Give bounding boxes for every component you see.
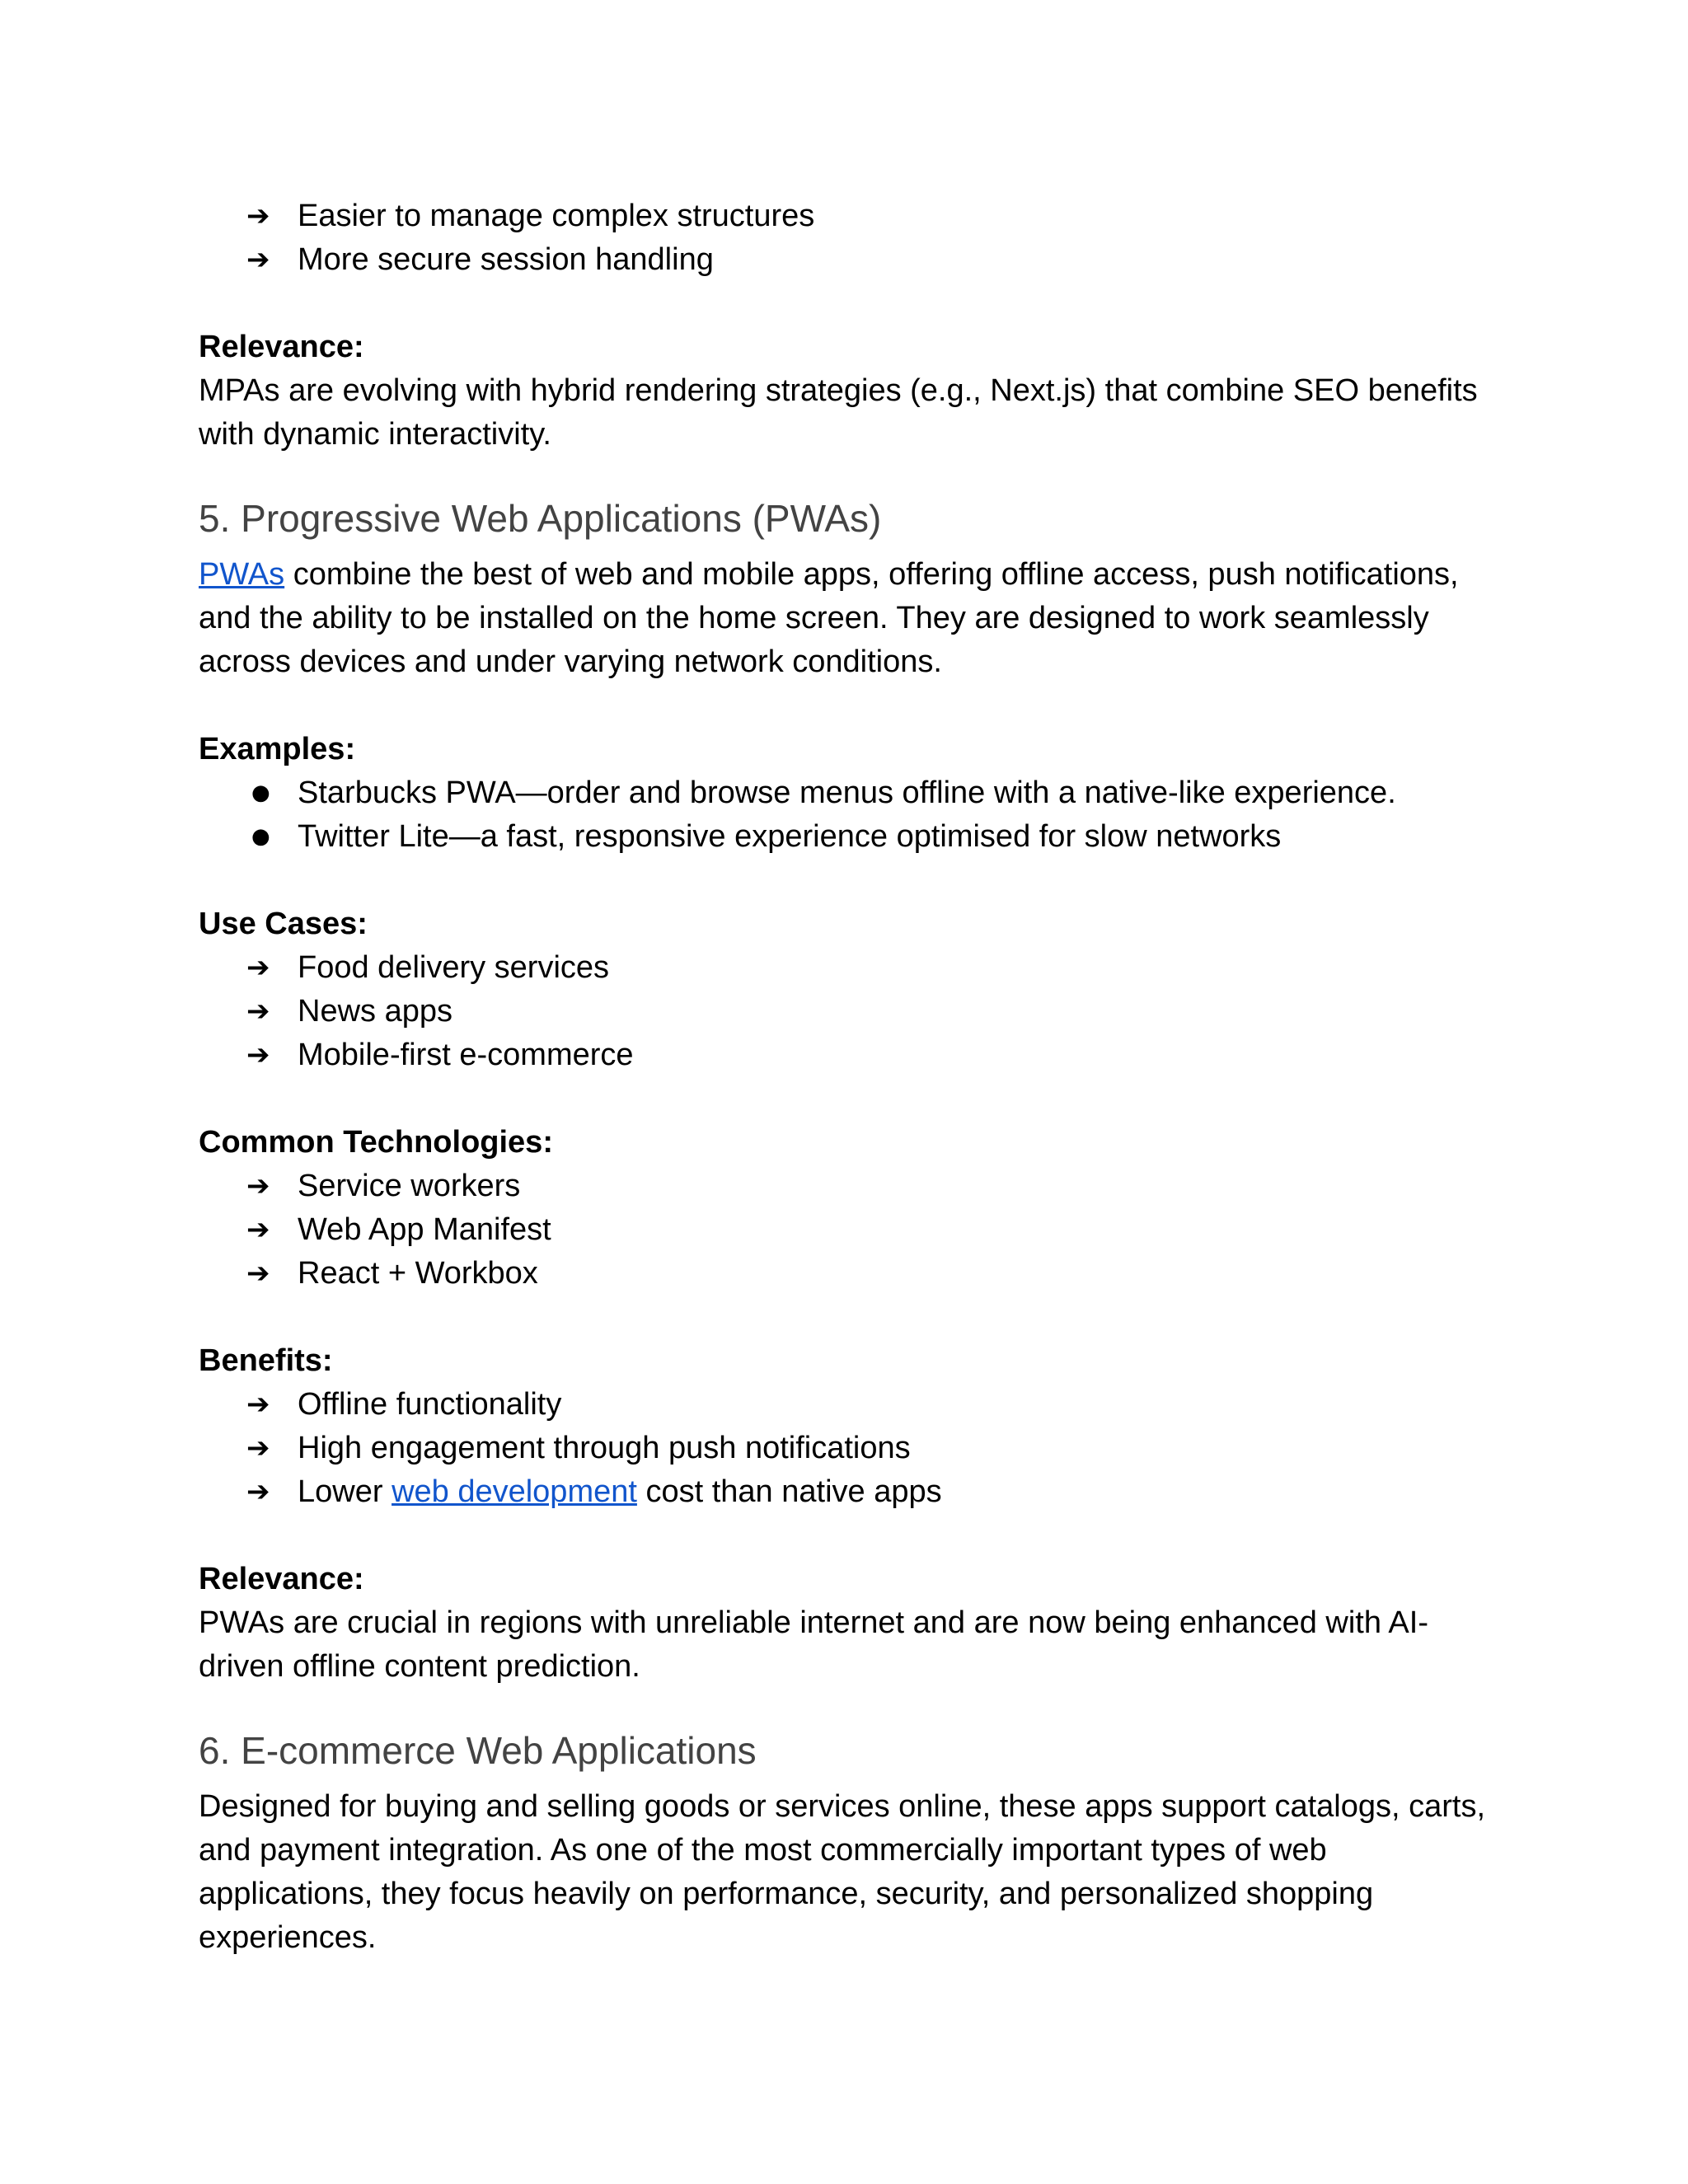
spacer — [199, 859, 1509, 902]
arrow-icon: ➔ — [246, 243, 270, 276]
section-5-intro-text: combine the best of web and mobile apps, offering offline access, push notifications, and the ability to be installed on the home screen. They are designed to work seamlessly across devices and under varying network conditions. — [199, 557, 1459, 679]
document-content — [199, 194, 1509, 1960]
list-item — [199, 946, 1509, 990]
spacer — [199, 457, 1509, 494]
arrow-icon: ➔ — [246, 1475, 270, 1508]
technologies-list — [199, 1165, 1509, 1296]
list-item-text-after-link: cost than native apps — [636, 1474, 942, 1509]
arrow-icon: ➔ — [246, 199, 270, 232]
list-item-text: Twitter Lite—a fast, responsive experience optimised for slow networks — [298, 819, 1282, 854]
bullet-icon: ● — [251, 824, 270, 849]
arrow-icon: ➔ — [246, 1388, 270, 1421]
list-item-text: Food delivery services — [298, 950, 610, 985]
examples-list — [199, 771, 1509, 859]
use-cases-label: Use Cases: — [199, 907, 368, 941]
list-item-text: Offline functionality — [298, 1387, 562, 1422]
list-item-text: Mobile-first e-commerce — [298, 1038, 634, 1072]
top-feature-list — [199, 194, 1509, 282]
spacer — [199, 1514, 1509, 1558]
section-5-intro — [199, 553, 1509, 684]
arrow-icon: ➔ — [246, 1169, 270, 1202]
pwas-link[interactable]: PWAs — [199, 557, 285, 592]
benefits-label: Benefits: — [199, 1343, 333, 1378]
arrow-icon: ➔ — [246, 1432, 270, 1465]
relevance-label: Relevance: — [199, 1562, 364, 1596]
spacer — [199, 282, 1509, 326]
list-item — [199, 771, 1509, 815]
spacer — [199, 1689, 1509, 1726]
arrow-icon: ➔ — [246, 1213, 270, 1246]
list-item-text: More secure session handling — [298, 242, 714, 277]
web-development-link[interactable]: web development — [392, 1474, 637, 1509]
list-item — [199, 990, 1509, 1033]
relevance-text: PWAs are crucial in regions with unreliable internet and are now being enhanced with AI-driven offline content prediction. — [199, 1605, 1428, 1684]
list-item-text: Starbucks PWA—order and browse menus offline with a native-like experience. — [298, 776, 1396, 810]
list-item-text: React + Workbox — [298, 1256, 538, 1291]
examples-label: Examples: — [199, 732, 356, 766]
list-item-text: Web App Manifest — [298, 1212, 551, 1247]
list-item-text: Easier to manage complex structures — [298, 199, 815, 233]
relevance-label: Relevance: — [199, 330, 364, 364]
list-item — [199, 1383, 1509, 1427]
section-5-heading: 5. Progressive Web Applications (PWAs) — [199, 497, 882, 540]
list-item — [199, 1165, 1509, 1208]
use-cases-list — [199, 946, 1509, 1077]
arrow-icon: ➔ — [246, 1257, 270, 1290]
arrow-icon: ➔ — [246, 1038, 270, 1071]
list-item-text: News apps — [298, 994, 452, 1029]
bullet-icon: ● — [251, 780, 270, 805]
arrow-icon: ➔ — [246, 951, 270, 984]
spacer — [199, 1296, 1509, 1339]
list-item — [199, 1033, 1509, 1077]
section-6-heading: 6. E-commerce Web Applications — [199, 1729, 757, 1772]
benefits-list — [199, 1383, 1509, 1514]
technologies-label: Common Technologies: — [199, 1125, 553, 1160]
list-item — [199, 1252, 1509, 1296]
list-item — [199, 194, 1509, 238]
arrow-icon: ➔ — [246, 995, 270, 1028]
list-item-text: Service workers — [298, 1169, 521, 1203]
list-item-text: High engagement through push notifications — [298, 1431, 911, 1465]
list-item — [199, 1208, 1509, 1252]
relevance-text: MPAs are evolving with hybrid rendering strategies (e.g., Next.js) that combine SEO benefits with dynamic interactivity. — [199, 373, 1478, 452]
list-item-text-before-link: Lower — [298, 1474, 392, 1509]
list-item — [199, 815, 1509, 859]
section-6-text: Designed for buying and selling goods or services online, these apps support catalogs, carts, and payment integration. As one of the most commercially important types of web applications, they focus heavily on performance, security, and personalized shopping experiences. — [199, 1789, 1486, 1955]
list-item — [199, 1470, 1509, 1514]
spacer — [199, 1077, 1509, 1121]
list-item — [199, 238, 1509, 282]
spacer — [199, 684, 1509, 728]
list-item — [199, 1427, 1509, 1470]
